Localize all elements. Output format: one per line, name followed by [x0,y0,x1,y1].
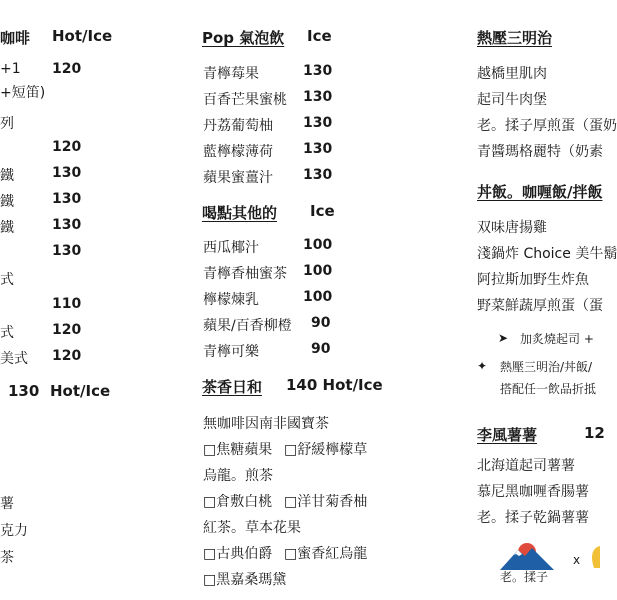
tea-option: □倉敷白桃 [203,494,273,510]
tea-line: 紅茶。草本花果 [203,520,301,536]
sparkle-icon: ✦ [477,359,488,373]
partner-logo-icon [588,544,600,570]
other-section-header: 喝點其他的 [202,204,278,222]
rice-section-header: 丼飯。咖喱飯/拌飯 [477,183,603,201]
left-row-label: 式 [0,272,14,288]
tea-line: 無咖啡因南非國寶茶 [203,416,329,432]
tea-option: □洋甘菊香柚 [284,494,368,510]
pop-item-name: 丹荔葡萄柚 [203,118,273,134]
tea-section-header: 茶香日和 [202,378,263,396]
sandwich-item: 老。揉子厚煎蛋（蛋奶 [477,118,617,134]
left-footer-price: 130 [8,382,40,400]
left-row-label: 式 [0,325,14,341]
pop-item-price: 130 [303,63,333,79]
left-bottom-item: 克力 [0,523,28,539]
sandwich-section-header: 熱壓三明治 [477,29,553,47]
tea-option: □黑嘉桑瑪黛 [203,572,287,588]
left-row-label: 鐵 [0,168,14,184]
other-header-price-label: Ice [310,202,335,220]
other-item-price: 90 [311,315,331,331]
left-row-price: 110 [52,296,82,312]
pop-item-price: 130 [303,141,333,157]
pop-item-name: 藍檸檬薄荷 [203,144,273,160]
left-row-label: 鐵 [0,194,14,210]
rice-item: 野菜鮮蔬厚煎蛋（蛋 [477,298,603,314]
left-row-price: 130 [52,243,82,259]
left-header-price-label: Hot/Ice [52,27,113,45]
logo-x-mark: x [573,553,581,567]
other-item-price: 100 [303,263,333,279]
rice-item: 阿拉斯加野生炸魚 [477,272,589,288]
rice-combo-line: 搭配任一飲品折抵 [500,382,597,396]
fries-item: 北海道起司薯薯 [477,458,575,474]
tea-line: 烏龍。煎茶 [203,468,273,484]
left-footer-label: Hot/Ice [50,382,111,400]
left-row-price: 130 [52,217,82,233]
fries-item: 慕尼黑咖喱香腸薯 [477,484,589,500]
other-item-price: 90 [311,341,331,357]
other-item-price: 100 [303,289,333,305]
rice-item: 双味唐揚雞 [477,220,547,236]
fries-item: 老。揉子乾鍋薯薯 [477,510,589,526]
tea-option: □舒緩檸檬草 [284,442,368,458]
left-row-label: 列 [0,116,14,132]
left-bottom-item: 茶 [0,550,14,566]
pop-item-name: 青檸莓果 [203,66,259,82]
pop-section-header: Pop 氣泡飲 [202,29,285,47]
left-bottom-item: 薯 [0,496,14,512]
tea-option: □蜜香紅烏龍 [284,546,368,562]
arrow-icon: ➤ [498,331,509,345]
fries-header-price: 12 [584,424,605,442]
left-section-header: 咖啡 [0,29,31,47]
left-row-label: 鐵 [0,220,14,236]
left-row-label: +1 [0,61,21,77]
left-row-price: 120 [52,139,82,155]
tea-option: □焦糖蘋果 [203,442,273,458]
other-item-name: 西瓜椰汁 [203,240,259,256]
tea-header-price: 140 Hot/Ice [286,376,383,394]
other-item-price: 100 [303,237,333,253]
left-row-price: 130 [52,165,82,181]
pop-item-name: 蘋果蜜薑汁 [203,170,273,186]
left-row-label: 美式 [0,351,28,367]
sandwich-item: 起司牛肉堡 [477,92,547,108]
brand-logo-text: 老。揉子 [500,570,549,584]
left-row-sub: +短笛) [0,85,46,101]
left-row-price: 120 [52,322,82,338]
pop-header-price-label: Ice [307,27,332,45]
partner-logo [588,544,600,570]
rice-combo-line: 熱壓三明治/丼飯/ [500,360,593,374]
pop-item-price: 130 [303,89,333,105]
left-row-price: 120 [52,61,82,77]
left-row-price: 130 [52,191,82,207]
other-item-name: 青檸可樂 [203,344,259,360]
pop-item-name: 百香芒果蜜桃 [203,92,287,108]
pop-item-price: 130 [303,167,333,183]
sandwich-item: 青醬瑪格麗特（奶素 [477,144,603,160]
rice-item: 淺鍋炸 Choice 美牛鬍 [477,246,617,262]
rice-addon: 加炙燒起司 + [520,332,594,346]
pop-item-price: 130 [303,115,333,131]
tea-option: □古典伯爵 [203,546,273,562]
other-item-name: 蘋果/百香柳橙 [203,318,292,334]
left-row-price: 120 [52,348,82,364]
sandwich-item: 越橋里肌肉 [477,66,547,82]
other-item-name: 檸檬煉乳 [203,292,259,308]
other-item-name: 青檸香柚蜜茶 [203,266,287,282]
fries-section-header: 李風薯薯 [477,426,538,444]
